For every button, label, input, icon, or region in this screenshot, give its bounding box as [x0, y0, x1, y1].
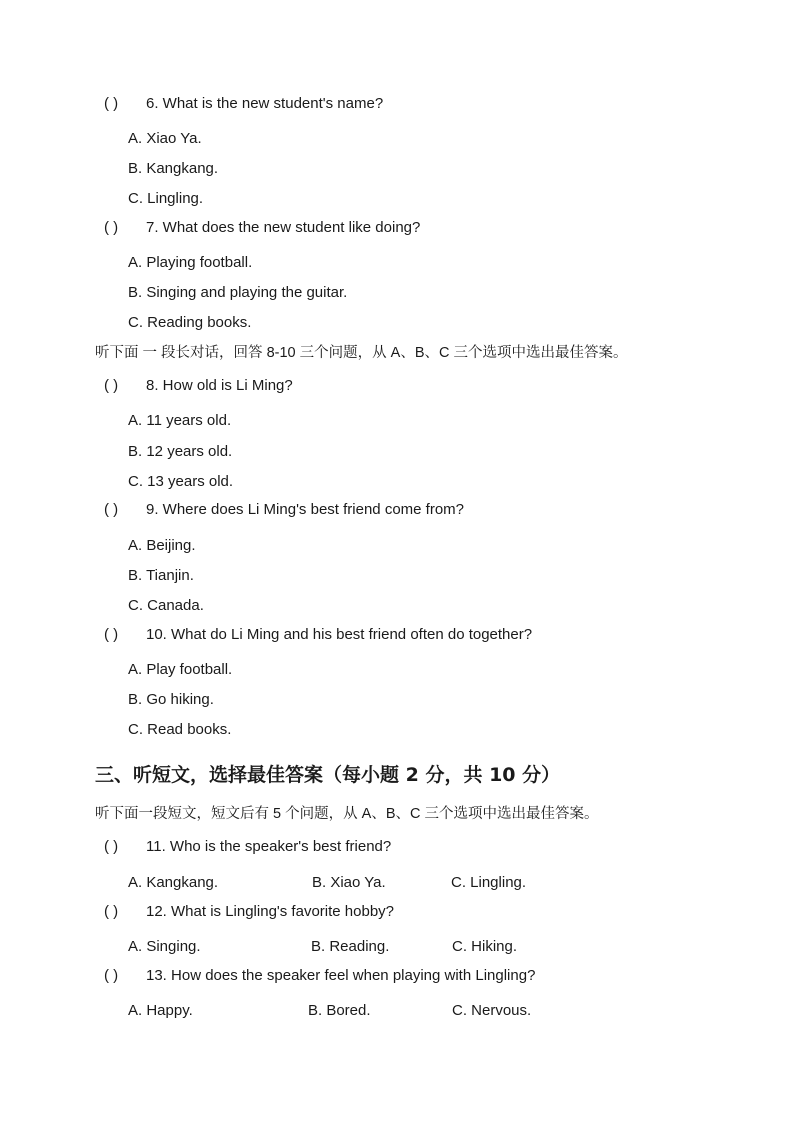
option-13a: A. Happy. — [128, 1002, 193, 1019]
option-8a: A. 11 years old. — [128, 412, 232, 429]
instruction-8-10: 听下面 一 段长对话，回答 8-10 三个问题，从 A、B、C 三个选项中选出最佳答案。 — [95, 345, 628, 361]
question-text: 8. How old is Li Ming? — [146, 377, 293, 394]
option-11a: A. Kangkang. — [128, 874, 219, 891]
question-11 — [104, 838, 391, 856]
answer-blank[interactable]: ( ) — [104, 501, 119, 518]
question-text: 6. What is the new student's name? — [146, 95, 384, 112]
answer-blank[interactable]: ( ) — [104, 967, 119, 984]
option-12c: C. Hiking. — [452, 938, 518, 955]
option-12b: B. Reading. — [311, 938, 390, 955]
option-12a: A. Singing. — [128, 938, 201, 955]
option-6c: C. Lingling. — [128, 190, 204, 207]
option-7a: A. Playing football. — [128, 254, 253, 271]
answer-blank[interactable]: ( ) — [104, 377, 119, 394]
answer-blank[interactable]: ( ) — [104, 838, 119, 855]
option-7b: B. Singing and playing the guitar. — [128, 284, 348, 301]
question-12 — [104, 903, 394, 921]
section-3-title: 三、听短文，选择最佳答案（每小题 2 分，共 10 分） — [95, 764, 561, 786]
option-6a: A. Xiao Ya. — [128, 130, 202, 147]
question-text: 12. What is Lingling's favorite hobby? — [146, 903, 395, 920]
question-7 — [104, 219, 420, 237]
question-text: 10. What do Li Ming and his best friend often do together? — [146, 626, 533, 643]
option-9b: B. Tianjin. — [128, 567, 194, 584]
question-9 — [104, 501, 464, 519]
answer-blank[interactable]: ( ) — [104, 95, 119, 112]
option-10c: C. Read books. — [128, 721, 232, 738]
option-8c: C. 13 years old. — [128, 473, 234, 490]
section-3-instruction: 听下面一段短文，短文后有 5 个问题，从 A、B、C 三个选项中选出最佳答案。 — [95, 806, 599, 822]
answer-blank[interactable]: ( ) — [104, 903, 119, 920]
question-8 — [104, 377, 293, 395]
question-text: 11. Who is the speaker's best friend? — [146, 838, 392, 855]
question-10 — [104, 626, 532, 644]
option-9c: C. Canada. — [128, 597, 204, 614]
option-10b: B. Go hiking. — [128, 691, 214, 708]
question-text: 13. How does the speaker feel when playing with Lingling? — [146, 967, 536, 984]
option-11b: B. Xiao Ya. — [312, 874, 386, 891]
option-7c: C. Reading books. — [128, 314, 252, 331]
answer-blank[interactable]: ( ) — [104, 219, 119, 236]
option-10a: A. Play football. — [128, 661, 233, 678]
option-13c: C. Nervous. — [452, 1002, 532, 1019]
answer-blank[interactable]: ( ) — [104, 626, 119, 643]
option-9a: A. Beijing. — [128, 537, 196, 554]
option-11c: C. Lingling. — [451, 874, 527, 891]
question-6 — [104, 95, 383, 113]
question-13 — [104, 967, 535, 985]
option-13b: B. Bored. — [308, 1002, 371, 1019]
option-8b: B. 12 years old. — [128, 443, 233, 460]
question-text: 9. Where does Li Ming's best friend come from? — [146, 501, 465, 518]
option-6b: B. Kangkang. — [128, 160, 219, 177]
question-text: 7. What does the new student like doing? — [146, 219, 421, 236]
